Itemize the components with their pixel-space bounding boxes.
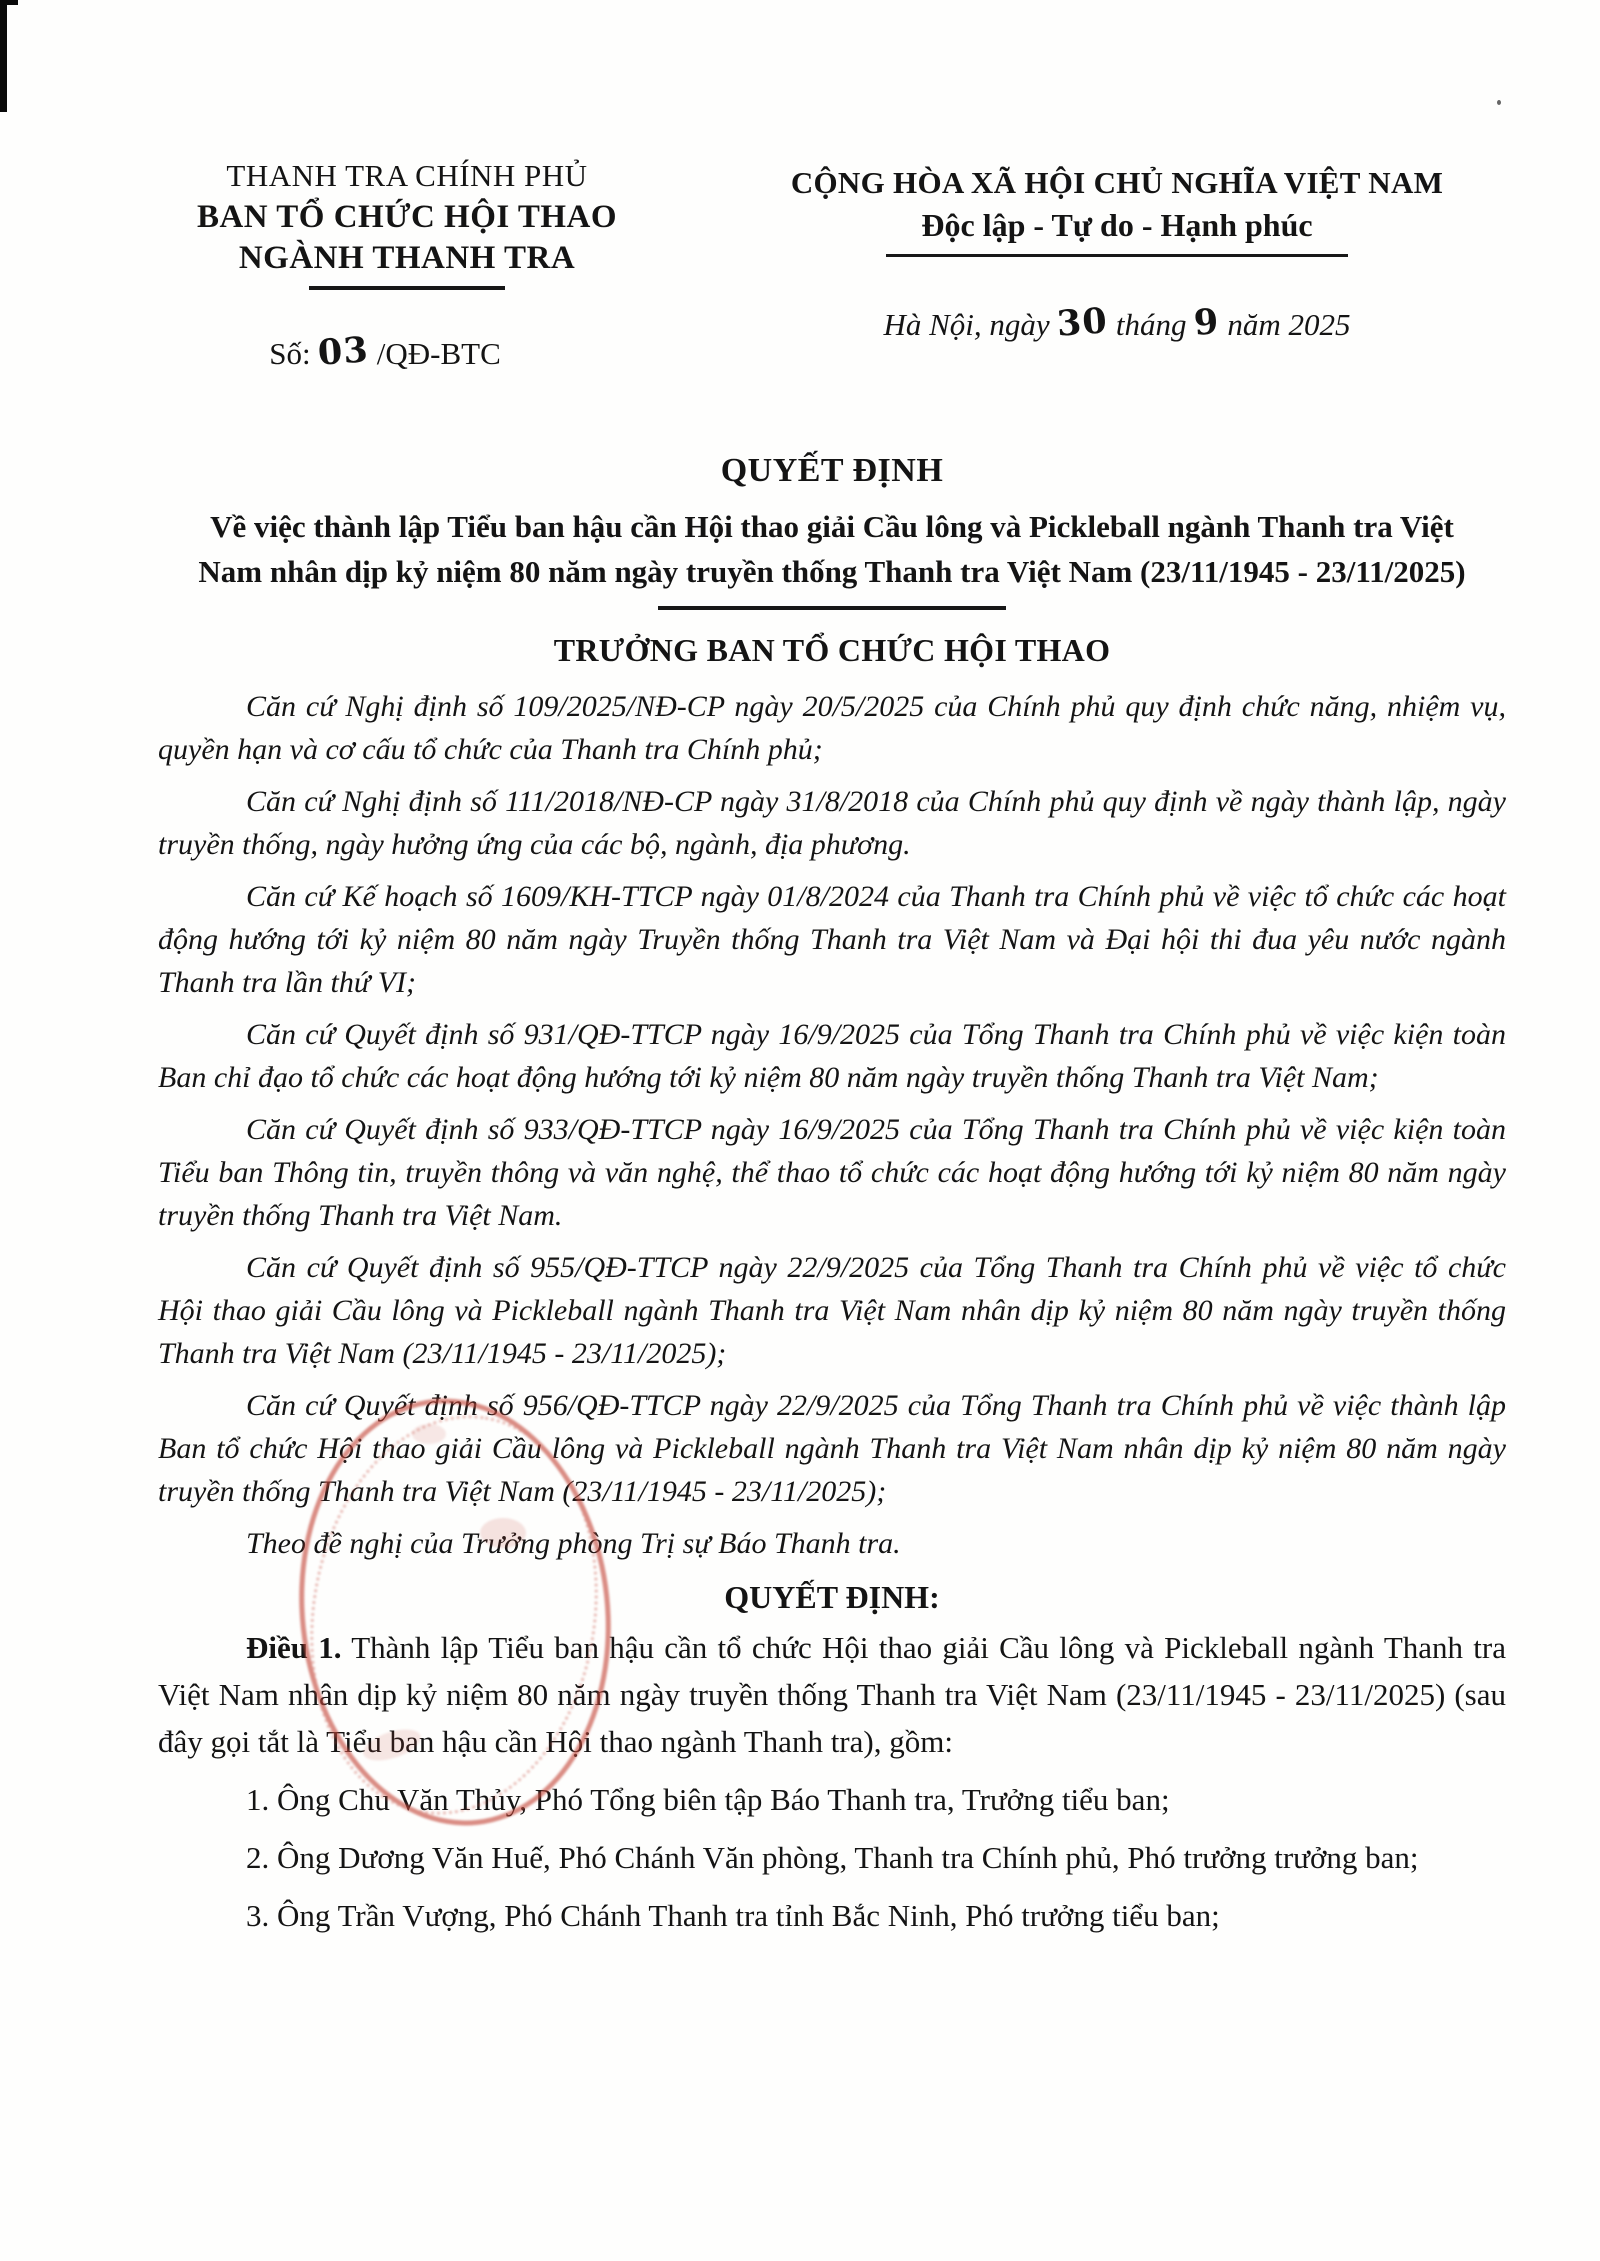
member-item: 3. Ông Trần Vượng, Phó Chánh Thanh tra tỉnh Bắc Ninh, Phó trưởng tiểu ban; [246, 1898, 1220, 1933]
recital-paragraph: Căn cứ Quyết định số 933/QĐ-TTCP ngày 16/9/2025 của Tổng Thanh tra Chính phủ về việc kiện toàn Tiểu ban Thông tin, truyền thông và văn nghệ, thể thao tổ chức các hoạt động hướng tới kỷ niệm 80 năm ngày truyền thống Thanh tra Việt Nam. [158, 1113, 1506, 1232]
place-date-line [762, 300, 1472, 345]
issuer-heading: TRƯỞNG BAN TỔ CHỨC HỘI THAO [553, 632, 1111, 668]
article-1-label: Điều 1. [246, 1630, 342, 1665]
date-mid: tháng [1115, 307, 1187, 342]
agency-parent-name: THANH TRA CHÍNH PHỦ [226, 158, 588, 193]
scan-speck-artifact [1497, 100, 1501, 105]
recital-paragraph: Căn cứ Quyết định số 955/QĐ-TTCP ngày 22/9/2025 của Tổng Thanh tra Chính phủ về việc tổ chức Hội thao giải Cầu lông và Pickleball ngành Thanh tra Việt Nam nhân dịp kỷ niệm 80 năm ngày truyền thống Thanh tra Việt Nam (23/11/1945 - 23/11/2025); [158, 1251, 1506, 1370]
article-1-paragraph [158, 1624, 1506, 1765]
date-prefix: Hà Nội, ngày [883, 307, 1050, 342]
scan-edge-artifact [0, 0, 7, 112]
member-item: 1. Ông Chu Văn Thủy, Phó Tổng biên tập Báo Thanh tra, Trưởng tiểu ban; [246, 1782, 1170, 1817]
agency-underline [309, 286, 505, 290]
recital-paragraph: Căn cứ Quyết định số 931/QĐ-TTCP ngày 16/9/2025 của Tổng Thanh tra Chính phủ về việc kiện toàn Ban chỉ đạo tổ chức các hoạt động hướng tới kỷ niệm 80 năm ngày truyền thống Thanh tra Việt Nam; [158, 1018, 1506, 1094]
national-title: CỘNG HÒA XÃ HỘI CHỦ NGHĨA VIỆT NAM [790, 165, 1444, 200]
document-number [90, 329, 680, 374]
motto-underline [886, 254, 1348, 257]
recital-paragraph: Căn cứ Nghị định số 111/2018/NĐ-CP ngày 31/8/2018 của Chính phủ quy định về ngày thành lập, ngày truyền thống, ngày hưởng ứng của các bộ, ngành, địa phương. [158, 785, 1506, 861]
recital-paragraph: Căn cứ Quyết định số 956/QĐ-TTCP ngày 22/9/2025 của Tổng Thanh tra Chính phủ về việc thành lập Ban tổ chức Hội thao giải Cầu lông và Pickleball ngành Thanh tra Việt Nam nhân dịp kỷ niệm 80 năm ngày truyền thống Thanh tra Việt Nam (23/11/1945 - 23/11/2025); [158, 1389, 1506, 1508]
document-number-label: Số: [269, 336, 311, 371]
agency-name-line2: NGÀNH THANH TRA [238, 240, 576, 276]
document-subtitle: Về việc thành lập Tiểu ban hậu cần Hội thao giải Cầu lông và Pickleball ngành Thanh tra Việt Nam nhân dịp kỷ niệm 80 năm ngày truyền thống Thanh tra Việt Nam (23/11/1945 - 23/11/2025) [198, 509, 1466, 589]
national-motto-block [762, 165, 1472, 344]
date-day-handwritten: 30 [1055, 300, 1110, 345]
subtitle-underline [658, 606, 1006, 610]
agency-name-line1: BAN TỔ CHỨC HỘI THAO [196, 199, 618, 235]
date-month-handwritten: 9 [1192, 301, 1221, 344]
document-number-suffix: /QĐ-BTC [376, 336, 501, 371]
date-suffix: năm 2025 [1227, 307, 1351, 342]
scan-edge-artifact [0, 0, 18, 5]
document-title: QUYẾT ĐỊNH [720, 452, 944, 489]
document-number-handwritten: 03 [316, 329, 371, 374]
document-body [158, 452, 1506, 1939]
article-1-text: Thành lập Tiểu ban hậu cần tổ chức Hội thao giải Cầu lông và Pickleball ngành Thanh tra Việt Nam nhân dịp kỷ niệm 80 năm ngày truyền thống Thanh tra Việt Nam (23/11/1945 - 23/11/2025) (sau đây gọi tắt là Tiểu ban hậu cần Hội thao ngành Thanh tra), gồm: [158, 1630, 1507, 1759]
member-item: 2. Ông Dương Văn Huế, Phó Chánh Văn phòng, Thanh tra Chính phủ, Phó trưởng trưởng ban; [246, 1840, 1419, 1875]
national-motto: Độc lập - Tự do - Hạnh phúc [921, 207, 1313, 243]
recital-paragraph: Căn cứ Nghị định số 109/2025/NĐ-CP ngày 20/5/2025 của Chính phủ quy định chức năng, nhiệm vụ, quyền hạn và cơ cấu tổ chức của Thanh tra Chính phủ; [158, 690, 1506, 766]
recital-paragraph: Theo đề nghị của Trưởng phòng Trị sự Báo Thanh tra. [246, 1527, 901, 1560]
decision-heading: QUYẾT ĐỊNH: [724, 1579, 940, 1615]
issuing-agency-block [112, 158, 702, 373]
recital-paragraph: Căn cứ Kế hoạch số 1609/KH-TTCP ngày 01/8/2024 của Thanh tra Chính phủ về việc tổ chức các hoạt động hướng tới kỷ niệm 80 năm ngày Truyền thống Thanh tra Việt Nam và Đại hội thi đua yêu nước ngành Thanh tra lần thứ VI; [158, 880, 1506, 999]
